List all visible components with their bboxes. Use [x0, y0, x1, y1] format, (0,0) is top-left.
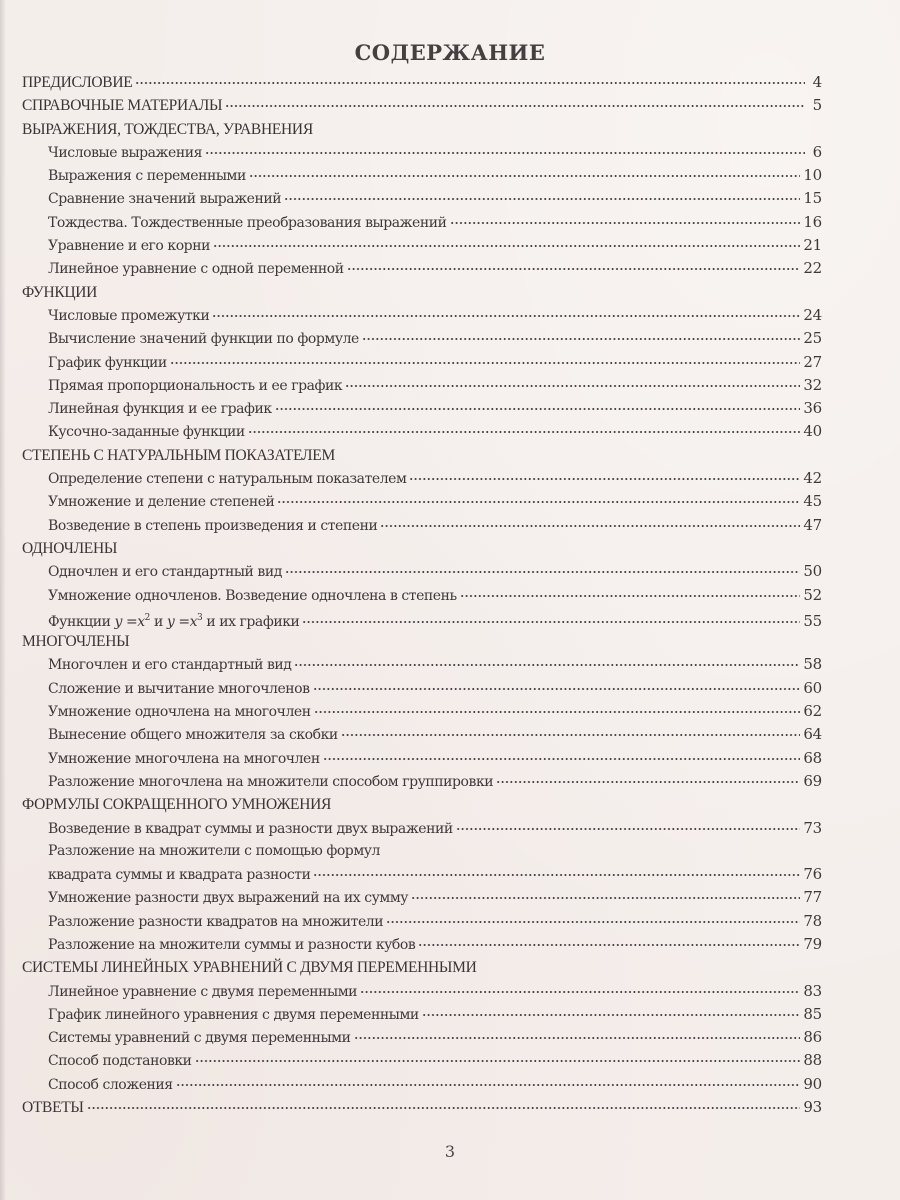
toc-label: Уравнение и его корни — [48, 238, 210, 255]
toc-page-number: 73 — [803, 818, 822, 837]
toc-item-functions-graphs[interactable] — [22, 607, 822, 630]
toc-item[interactable] — [22, 257, 822, 280]
toc-page-number: 86 — [803, 1028, 822, 1047]
toc-page-number: 83 — [803, 981, 822, 1000]
toc-label: ВЫРАЖЕНИЯ, ТОЖДЕСТВА, УРАВНЕНИЯ — [22, 120, 313, 138]
dot-leader — [302, 616, 800, 626]
dot-leader — [225, 100, 805, 110]
toc-page-number: 78 — [803, 911, 822, 930]
toc-page-number: 47 — [803, 515, 822, 534]
toc-page-number: 68 — [803, 748, 822, 767]
toc-item[interactable] — [22, 164, 822, 187]
table-of-contents — [22, 71, 822, 1119]
toc-label: График функции — [48, 354, 167, 371]
toc-page-number: 21 — [803, 236, 822, 255]
toc-label: Разложение разности квадратов на множители — [48, 913, 384, 930]
toc-item[interactable] — [22, 420, 822, 443]
toc-page-number: 64 — [803, 725, 822, 744]
toc-item-line2[interactable] — [22, 863, 822, 886]
formula-base: x — [189, 613, 198, 630]
toc-label: Числовые промежутки — [48, 307, 210, 324]
toc-item[interactable] — [22, 397, 822, 420]
toc-label: Одночлен и его стандартный вид — [48, 564, 282, 581]
toc-page-number: 6 — [812, 142, 822, 161]
toc-item[interactable] — [22, 980, 822, 1003]
dot-leader — [284, 193, 800, 203]
toc-item[interactable] — [22, 700, 822, 723]
toc-item[interactable] — [22, 677, 822, 700]
dot-leader — [313, 869, 800, 879]
toc-section-heading — [22, 444, 822, 467]
formula-exponent: 3 — [197, 612, 203, 623]
toc-label: Сложение и вычитание многочленов — [48, 680, 310, 697]
toc-item[interactable] — [22, 1003, 822, 1026]
toc-label: Разложение на множители суммы и разности кубов — [48, 936, 416, 953]
toc-page-number: 24 — [803, 305, 822, 324]
toc-section[interactable] — [22, 94, 822, 117]
formula-var: y — [114, 613, 122, 630]
page-binding-shadow — [0, 0, 6, 1200]
toc-label: Прямая пропорциональность и ее график — [48, 377, 343, 394]
toc-item[interactable] — [22, 817, 822, 840]
toc-item[interactable] — [22, 770, 822, 793]
toc-section-heading — [22, 956, 822, 979]
toc-page-number: 32 — [803, 375, 822, 394]
toc-label: Линейная функция и ее график — [48, 401, 272, 418]
dot-leader — [450, 217, 801, 227]
toc-label: Линейное уравнение с двумя переменными — [48, 983, 358, 1000]
toc-label: Разложение на множители с помощью формул — [48, 842, 380, 859]
toc-label: ФОРМУЛЫ СОКРАЩЕННОГО УМНОЖЕНИЯ — [22, 796, 332, 814]
toc-label: ОДНОЧЛЕНЫ — [22, 539, 118, 557]
toc-label: График линейного уравнения с двумя переменными — [48, 1006, 419, 1023]
formula-conjunction: и — [149, 613, 167, 630]
toc-page-number: 69 — [803, 771, 822, 790]
toc-label: Вынесение общего множителя за скобки — [48, 727, 338, 744]
dot-leader — [205, 147, 805, 157]
dot-leader — [135, 77, 805, 87]
dot-leader — [314, 706, 801, 716]
toc-label: МНОГОЧЛЕНЫ — [22, 633, 130, 651]
toc-item[interactable] — [22, 490, 822, 513]
toc-page-number: 76 — [803, 865, 822, 884]
toc-label: Выражения с переменными — [48, 168, 246, 185]
toc-label: Способ подстановки — [48, 1053, 192, 1070]
toc-label: Многочлен и его стандартный вид — [48, 657, 292, 674]
toc-label: Способ сложения — [48, 1076, 173, 1093]
toc-page-number: 93 — [803, 1098, 822, 1117]
toc-page-number: 10 — [803, 166, 822, 185]
toc-page-number: 5 — [812, 96, 822, 115]
toc-item[interactable] — [22, 327, 822, 350]
dot-leader — [248, 426, 801, 436]
toc-item[interactable] — [22, 1049, 822, 1072]
toc-item[interactable] — [22, 211, 822, 234]
toc-page-number: 42 — [803, 469, 822, 488]
toc-item[interactable] — [22, 374, 822, 397]
formula-exponent: 2 — [144, 612, 150, 623]
toc-label: Возведение в степень произведения и степени — [48, 517, 378, 534]
toc-page-number: 15 — [803, 189, 822, 208]
toc-label: ФУНКЦИИ — [22, 283, 98, 301]
formula-suffix: и их графики — [202, 613, 300, 630]
toc-page-number: 77 — [803, 888, 822, 907]
toc-item[interactable] — [22, 886, 822, 909]
dot-leader — [456, 823, 801, 833]
toc-label: Умножение разности двух выражений на их сумму — [48, 890, 409, 907]
toc-page-number: 40 — [803, 422, 822, 441]
toc-label: СПРАВОЧНЫЕ МАТЕРИАЛЫ — [22, 97, 223, 115]
toc-label: Умножение одночлена на многочлен — [48, 704, 311, 721]
dot-leader — [409, 473, 800, 483]
toc-page-number: 62 — [803, 702, 822, 721]
toc-page-number: 90 — [803, 1074, 822, 1093]
formula-prefix: Функции — [48, 613, 115, 630]
toc-page-number: 16 — [803, 212, 822, 231]
toc-page-number: 4 — [812, 73, 822, 91]
dot-leader — [285, 566, 800, 576]
toc-section-heading — [22, 118, 822, 141]
dot-leader — [460, 590, 801, 600]
toc-label: ПРЕДИСЛОВИЕ — [22, 74, 133, 91]
toc-label: Вычисление значений функции по формуле — [48, 331, 359, 348]
toc-page-number: 50 — [803, 562, 822, 581]
toc-item[interactable] — [22, 1026, 822, 1049]
dot-leader — [176, 1079, 801, 1089]
toc-label: Умножение и деление степеней — [48, 494, 275, 511]
toc-item[interactable] — [22, 304, 822, 327]
toc-page-number: 25 — [803, 329, 822, 348]
dot-leader — [422, 1009, 801, 1019]
toc-page-number: 88 — [803, 1051, 822, 1070]
toc-item[interactable] — [22, 560, 822, 583]
toc-section-heading — [22, 537, 822, 560]
dot-leader — [313, 683, 801, 693]
toc-item[interactable] — [22, 1073, 822, 1096]
dot-leader — [195, 1055, 801, 1065]
toc-item[interactable] — [22, 351, 822, 374]
toc-page-number: 55 — [803, 611, 822, 630]
dot-leader — [362, 333, 800, 343]
toc-page-number: 79 — [803, 934, 822, 953]
dot-leader — [277, 496, 800, 506]
toc-item[interactable] — [22, 141, 822, 164]
dot-leader — [418, 939, 800, 949]
toc-item[interactable] — [22, 723, 822, 746]
toc-label: Линейное уравнение с одной переменной — [48, 261, 344, 278]
toc-item[interactable] — [22, 933, 822, 956]
dot-leader — [213, 240, 800, 250]
toc-item[interactable] — [22, 514, 822, 537]
dot-leader — [360, 986, 800, 996]
toc-section[interactable] — [22, 1096, 822, 1119]
dot-leader — [347, 263, 801, 273]
dot-leader — [249, 170, 800, 180]
dot-leader — [341, 729, 801, 739]
toc-label: Умножение одночленов. Возведение одночлена в степень — [48, 587, 457, 604]
toc-label: Определение степени с натуральным показателем — [48, 471, 407, 488]
toc-label: Системы уравнений с двумя переменными — [48, 1030, 351, 1047]
dot-leader — [496, 776, 800, 786]
toc-label: Числовые выражения — [48, 144, 202, 161]
dot-leader — [345, 380, 800, 390]
toc-label: Кусочно-заданные функции — [48, 424, 245, 441]
toc-section-heading — [22, 281, 822, 304]
toc-page-number: 52 — [803, 585, 822, 604]
toc-page-number: 22 — [803, 259, 822, 278]
toc-page-number: 58 — [803, 655, 822, 674]
toc-item[interactable] — [22, 910, 822, 933]
page-number: 3 — [444, 1142, 456, 1161]
formula-equals: = — [174, 613, 190, 630]
dot-leader — [411, 892, 800, 902]
toc-page-number: 27 — [803, 352, 822, 371]
dot-leader — [386, 916, 800, 926]
toc-label: Возведение в квадрат суммы и разности двух выражений — [48, 820, 453, 837]
dot-leader — [323, 753, 801, 763]
toc-label: СТЕПЕНЬ С НАТУРАЛЬНЫМ ПОКАЗАТЕЛЕМ — [22, 446, 335, 464]
toc-item[interactable] — [22, 747, 822, 770]
dot-leader — [87, 1102, 801, 1112]
toc-page-number: 85 — [803, 1004, 822, 1023]
toc-item[interactable] — [22, 187, 822, 210]
dot-leader — [170, 357, 801, 367]
toc-page-number: 60 — [803, 678, 822, 697]
formula-var: y — [166, 613, 175, 630]
toc-label: ОТВЕТЫ — [22, 1099, 84, 1117]
dot-leader — [354, 1032, 801, 1042]
dot-leader — [294, 659, 800, 669]
toc-item[interactable] — [22, 234, 822, 257]
toc-label: Умножение многочлена на многочлен — [48, 750, 320, 767]
dot-leader — [380, 520, 800, 530]
toc-label: СИСТЕМЫ ЛИНЕЙНЫХ УРАВНЕНИЙ С ДВУМЯ ПЕРЕМЕННЫМИ — [22, 959, 477, 977]
toc-label: Тождества. Тождественные преобразования выражений — [48, 214, 447, 231]
dot-leader — [275, 403, 801, 413]
toc-item[interactable] — [22, 584, 822, 607]
page-title: СОДЕРЖАНИЕ — [354, 40, 546, 65]
toc-section-heading — [22, 793, 822, 816]
formula-equals: = — [121, 613, 138, 630]
formula-base: x — [137, 613, 145, 630]
toc-item[interactable] — [22, 467, 822, 490]
toc-item-line1[interactable] — [22, 840, 822, 863]
toc-section[interactable] — [22, 71, 822, 94]
toc-label: Сравнение значений выражений — [48, 191, 282, 208]
dot-leader — [212, 310, 800, 320]
toc-page-number: 45 — [803, 492, 822, 511]
toc-label: квадрата суммы и квадрата разности — [48, 867, 311, 884]
toc-item[interactable] — [22, 653, 822, 676]
toc-label: Разложение многочлена на множители способом группировки — [48, 773, 494, 790]
toc-page-number: 36 — [803, 399, 822, 418]
